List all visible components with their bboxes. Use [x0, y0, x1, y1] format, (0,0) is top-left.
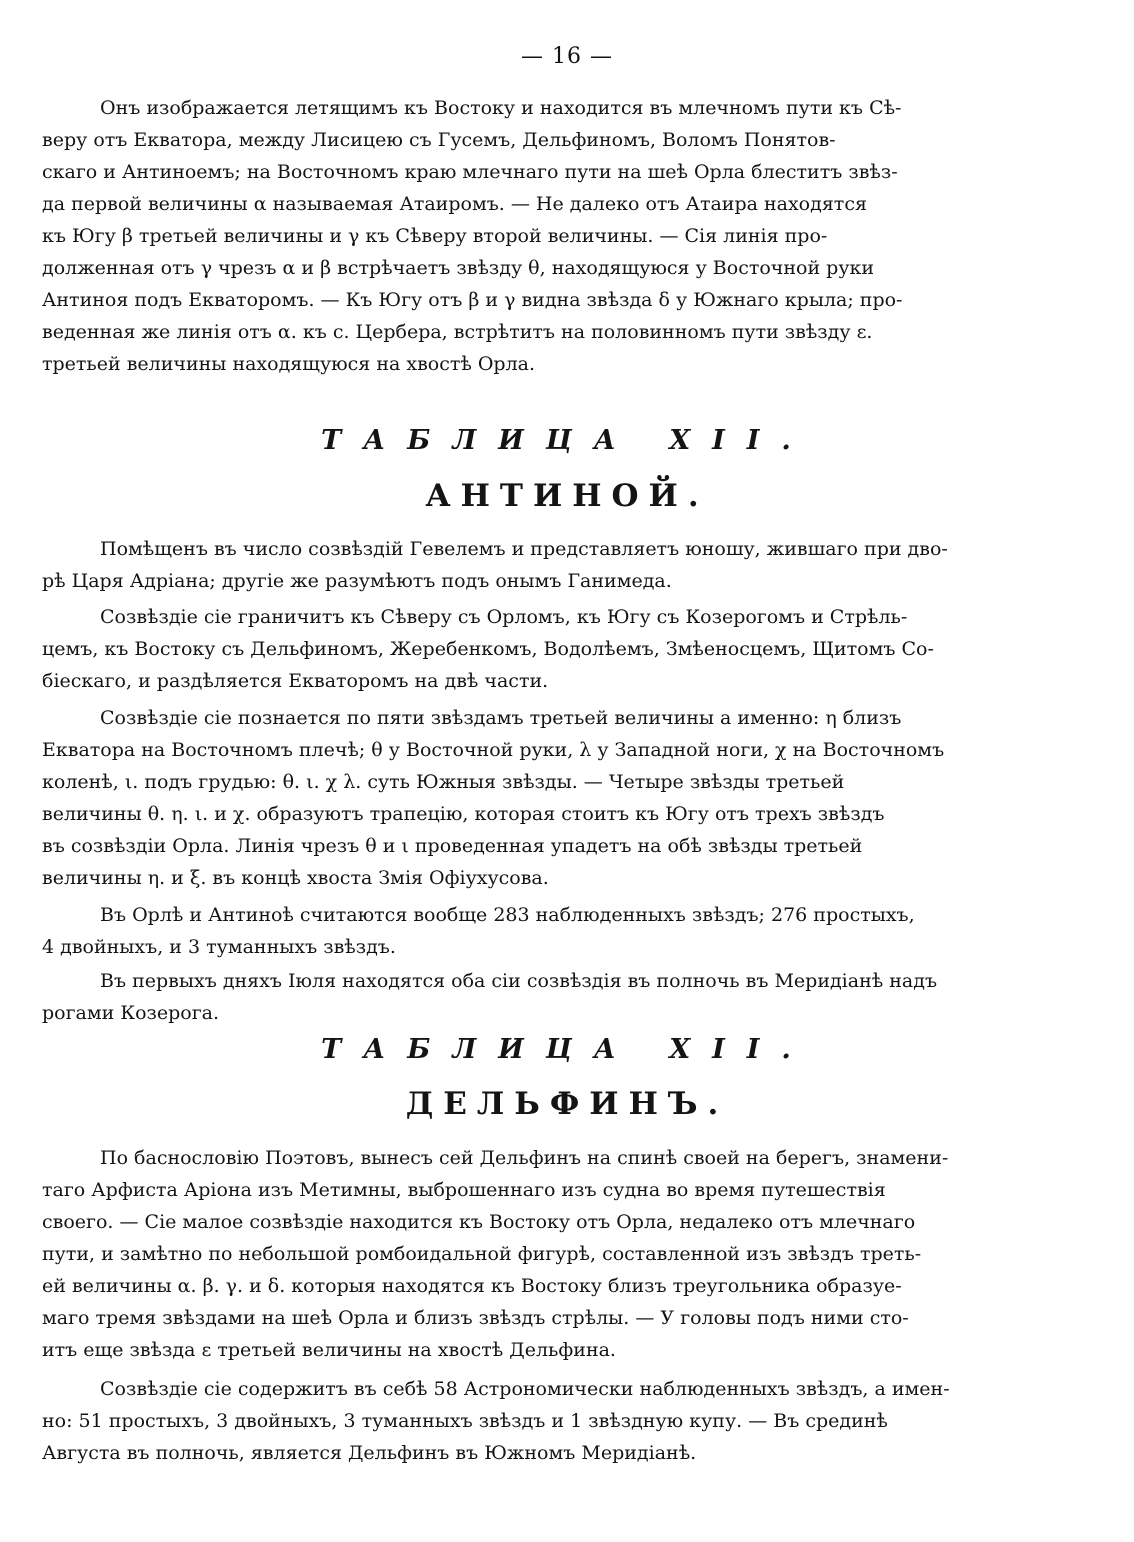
text-line: своего. — Сіе малое созвѣздіе находится къ Востоку отъ Орла, недалеко отъ млечнаго [42, 1211, 916, 1233]
constellation-title: АНТИНОЙ. [425, 478, 709, 514]
paragraph [42, 1142, 1084, 1366]
text-line: цемъ, къ Востоку съ Дельфиномъ, Жеребенкомъ, Водолѣемъ, Змѣеносцемъ, Щитомъ Со- [42, 638, 934, 660]
text-line: веру отъ Екватора, между Лисицею съ Гусемъ, Дельфиномъ, Воломъ Понятов- [42, 129, 836, 151]
table-heading: ТАБЛИЦА XII. [321, 425, 813, 456]
text-line: рѣ Царя Адріана; другіе же разумѣютъ подъ онымъ Ганимеда. [42, 570, 672, 592]
paragraph [42, 1373, 1084, 1469]
text-line: итъ еще звѣзда ε третьей величины на хвостѣ Дельфина. [42, 1339, 616, 1361]
paragraph [42, 965, 1084, 1029]
text-line: да первой величины α называемая Атаиромъ. — Не далеко отъ Атаира находятся [42, 193, 867, 215]
text-line: ей величины α. β. γ. и δ. которыя находятся къ Востоку близъ треугольника образуе- [42, 1275, 902, 1297]
text-line: долженная отъ γ чрезъ α и β встрѣчаетъ звѣзду θ, находящуюся у Восточной руки [42, 257, 875, 279]
text-line: По баснословію Поэтовъ, вынесъ сей Дельфинъ на спинѣ своей на берегъ, знамени- [100, 1147, 949, 1169]
paragraph [42, 899, 1084, 963]
text-line: но: 51 простыхъ, 3 двойныхъ, 3 туманныхъ звѣздъ и 1 звѣздную купу. — Въ срединѣ [42, 1410, 888, 1432]
text-line: Екватора на Восточномъ плечѣ; θ у Восточной руки, λ у Западной ноги, χ на Восточномъ [42, 739, 945, 761]
text-line: величины η. и ξ. въ концѣ хвоста Змія Офіухусова. [42, 867, 549, 889]
text-line: Въ Орлѣ и Антиноѣ считаются вообще 283 наблюденныхъ звѣздъ; 276 простыхъ, [100, 904, 915, 926]
text-line: Антиноя подъ Екваторомъ. — Къ Югу отъ β и γ видна звѣзда δ у Южнаго крыла; про- [42, 289, 903, 311]
paragraph [42, 601, 1084, 697]
page-number: — 16 — [521, 44, 613, 69]
text-line: рогами Козерога. [42, 1002, 220, 1024]
text-line: скаго и Антиноемъ; на Восточномъ краю млечнаго пути на шеѣ Орла блеститъ звѣз- [42, 161, 898, 183]
text-line: Помѣщенъ въ число созвѣздій Гевелемъ и представляетъ юношу, жившаго при дво- [100, 538, 948, 560]
text-line: Въ первыхъ дняхъ Іюля находятся оба сіи созвѣздія въ полночь въ Меридіанѣ надъ [100, 970, 938, 992]
text-line: таго Арфиста Аріона изъ Метимны, выброшеннаго изъ судна во время путешествія [42, 1179, 886, 1201]
paragraph [42, 702, 1084, 894]
constellation-title: ДЕЛЬФИНЪ. [405, 1086, 729, 1122]
text-line: маго тремя звѣздами на шеѣ Орла и близъ звѣздъ стрѣлы. — У головы подъ ними сто- [42, 1307, 909, 1329]
text-line: величины θ. η. ι. и χ. образуютъ трапецію, которая стоитъ къ Югу отъ трехъ звѣздъ [42, 803, 885, 825]
text-line: Созвѣздіе сіе познается по пяти звѣздамъ третьей величины а именно: η близъ [100, 707, 902, 729]
text-line: коленѣ, ι. подъ грудью: θ. ι. χ λ. суть Южныя звѣзды. — Четыре звѣзды третьей [42, 771, 845, 793]
text-line: пути, и замѣтно по небольшой ромбоидальной фигурѣ, составленной изъ звѣздъ треть- [42, 1243, 922, 1265]
text-line: 4 двойныхъ, и 3 туманныхъ звѣздъ. [42, 936, 396, 958]
text-line: веденная же линія отъ α. къ с. Цербера, встрѣтитъ на половинномъ пути звѣзду ε. [42, 321, 873, 343]
table-heading: ТАБЛИЦА XII. [321, 1034, 813, 1065]
text-line: біескаго, и раздѣляется Екваторомъ на двѣ части. [42, 670, 549, 692]
intro-paragraph [42, 92, 1084, 380]
text-line: Созвѣздіе сіе содержитъ въ себѣ 58 Астрономически наблюденныхъ звѣздъ, а имен- [100, 1378, 950, 1400]
text-line: Августа въ полночь, является Дельфинъ въ Южномъ Меридіанѣ. [42, 1442, 697, 1464]
text-line: въ созвѣздіи Орла. Линія чрезъ θ и ι проведенная упадетъ на обѣ звѣзды третьей [42, 835, 863, 857]
text-line: Онъ изображается летящимъ къ Востоку и находится въ млечномъ пути къ Сѣ- [100, 97, 902, 119]
paragraph [42, 533, 1084, 597]
text-line: къ Югу β третьей величины и γ къ Сѣверу второй величины. — Сія линія про- [42, 225, 828, 247]
text-line: третьей величины находящуюся на хвостѣ Орла. [42, 353, 536, 375]
text-line: Созвѣздіе сіе граничитъ къ Сѣверу съ Орломъ, къ Югу съ Козерогомъ и Стрѣль- [100, 606, 908, 628]
